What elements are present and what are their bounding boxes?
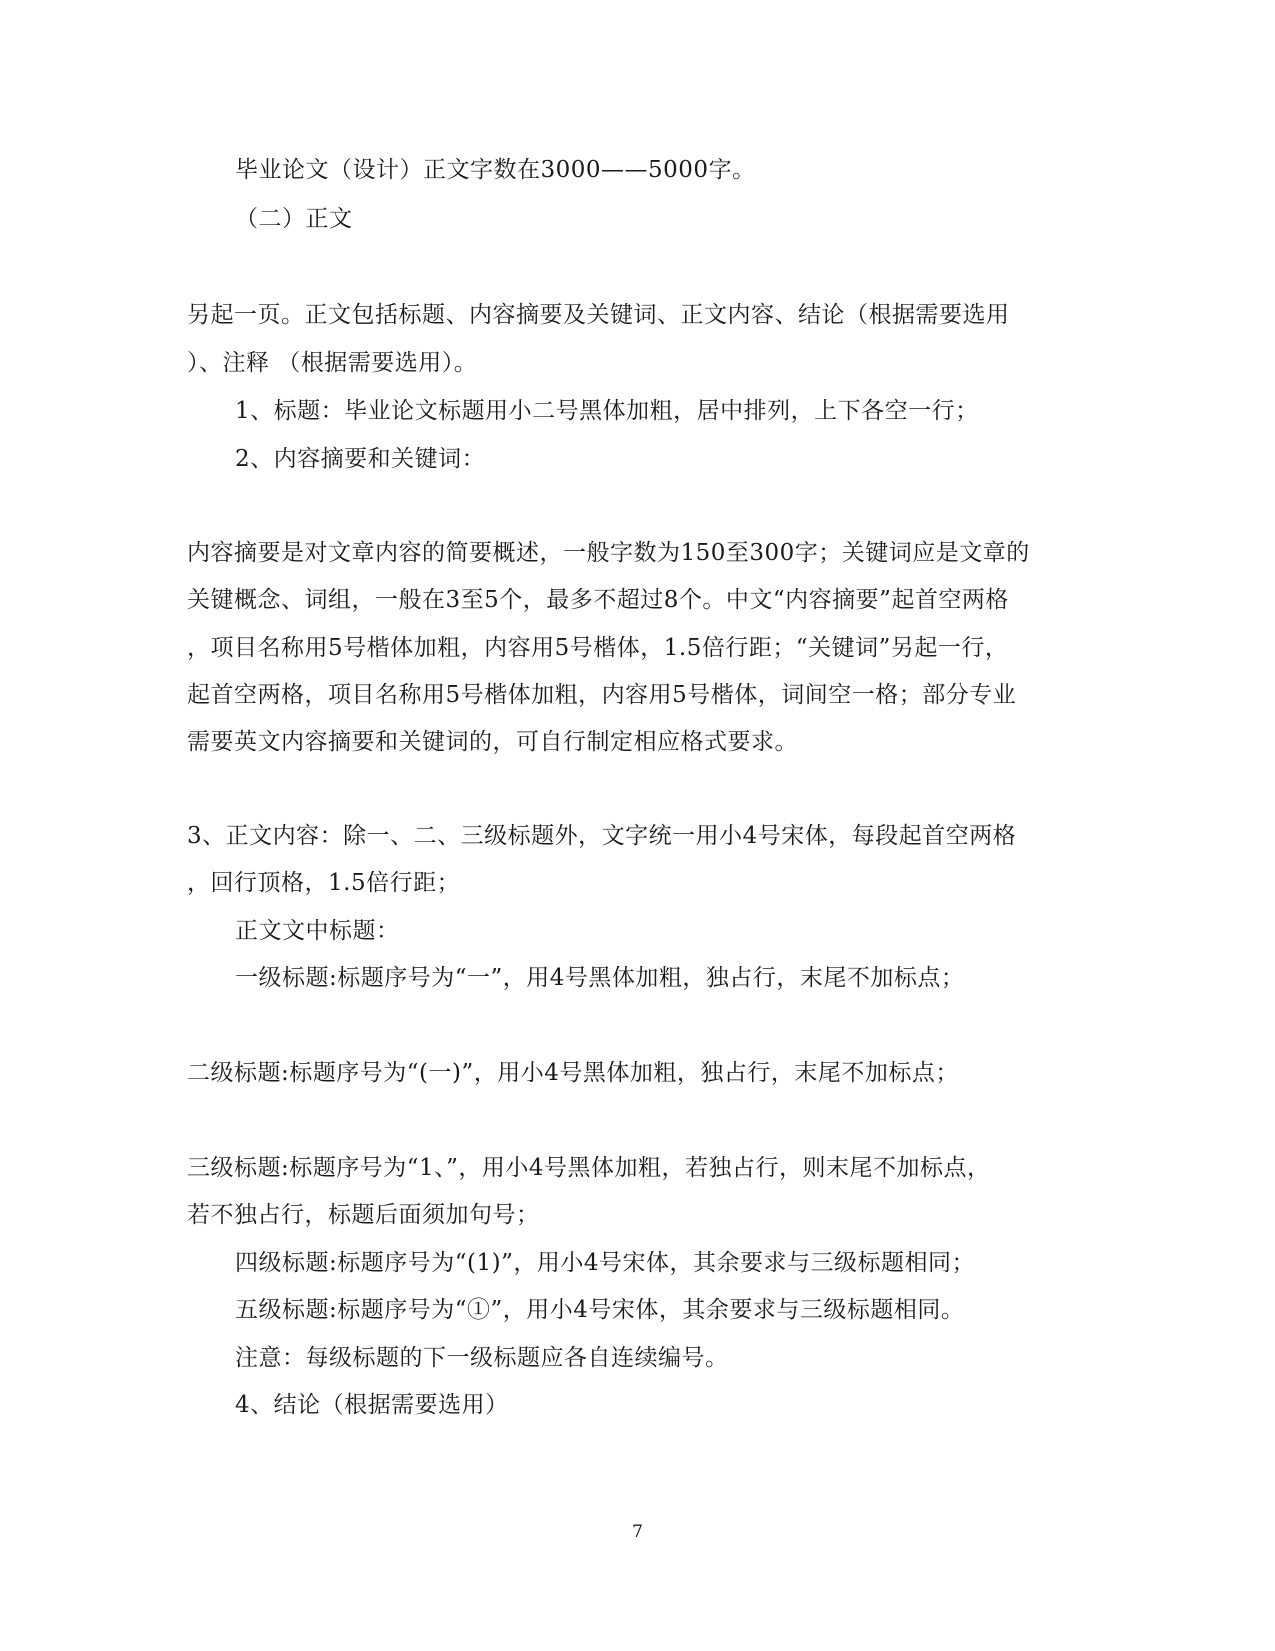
text-line-body-content-2: ，回行顶格，1.5倍行距； bbox=[187, 870, 461, 896]
text-line-level-5-heading: 五级标题:标题序号为“①”，用小4号宋体，其余要求与三级标题相同。 bbox=[235, 1297, 965, 1323]
text-line-body-content-1: 3、正文内容：除一、二、三级标题外，文字统一用小4号宋体，每段起首空两格 bbox=[187, 823, 1017, 849]
list-item-abstract-keywords: 2、内容摘要和关键词： bbox=[235, 446, 486, 472]
text-line-abstract-3: ，项目名称用5号楷体加粗，内容用5号楷体，1.5倍行距；“关键词”另起一行， bbox=[187, 635, 1009, 661]
text-line-word-count: 毕业论文（设计）正文字数在3000——5000字。 bbox=[235, 157, 756, 183]
page-number: 7 bbox=[632, 1522, 643, 1542]
text-line-abstract-2: 关键概念、词组，一般在3至5个，最多不超过8个。中文“内容摘要”起首空两格 bbox=[187, 587, 1009, 613]
text-line-level-3-heading-2: 若不独占行，标题后面须加句号； bbox=[187, 1202, 540, 1228]
text-line-level-4-heading: 四级标题:标题序号为“(1)”，用小4号宋体，其余要求与三级标题相同； bbox=[235, 1250, 975, 1276]
text-line-abstract-5: 需要英文内容摘要和关键词的，可自行制定相应格式要求。 bbox=[187, 729, 798, 755]
section-heading-main-text: （二）正文 bbox=[235, 206, 353, 232]
text-line-level-2-heading: 二级标题:标题序号为“(一)”，用小4号黑体加粗，独占行，末尾不加标点； bbox=[187, 1060, 959, 1086]
list-item-conclusion: 4、结论（根据需要选用） bbox=[235, 1392, 509, 1418]
text-line-level-3-heading-1: 三级标题:标题序号为“1、”，用小4号黑体加粗，若独占行，则末尾不加标点， bbox=[187, 1155, 991, 1181]
text-line-abstract-1: 内容摘要是对文章内容的简要概述，一般字数为150至300字；关键词应是文章的 bbox=[187, 540, 1030, 566]
text-line-main-text-contents-1: 另起一页。正文包括标题、内容摘要及关键词、正文内容、结论（根据需要选用 bbox=[187, 302, 1010, 328]
text-line-main-text-contents-2: ）、注释 （根据需要选用）。 bbox=[187, 350, 478, 376]
list-item-title: 1、标题：毕业论文标题用小二号黑体加粗，居中排列，上下各空一行； bbox=[235, 398, 979, 424]
text-line-level-1-heading: 一级标题:标题序号为“一”，用4号黑体加粗，独占行，末尾不加标点； bbox=[235, 965, 965, 991]
text-line-abstract-4: 起首空两格，项目名称用5号楷体加粗，内容用5号楷体，词间空一格；部分专业 bbox=[187, 682, 1017, 708]
text-line-note: 注意：每级标题的下一级标题应各自连续编号。 bbox=[235, 1345, 729, 1371]
text-line-headings-intro: 正文文中标题： bbox=[235, 918, 400, 944]
